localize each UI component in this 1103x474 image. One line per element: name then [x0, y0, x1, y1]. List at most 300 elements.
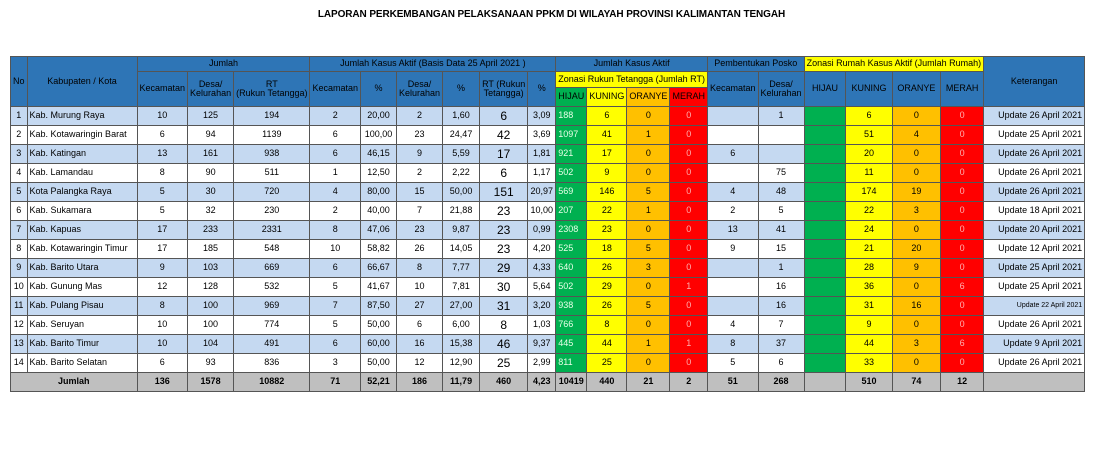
total-ka-desa: 186 — [397, 373, 443, 392]
row-posko-desa: 6 — [758, 354, 804, 373]
row-rumah-kuning: 36 — [846, 278, 892, 297]
table-total — [11, 373, 1085, 392]
row-rt: 1139 — [234, 126, 310, 145]
row-zona-oranye: 0 — [627, 107, 670, 126]
row-ka-kecamatan-pct: 58,82 — [361, 240, 397, 259]
row-ka-rt: 23 — [480, 221, 528, 240]
row-ka-desa-pct: 21,88 — [443, 202, 480, 221]
row-ka-kecamatan: 6 — [310, 145, 361, 164]
row-ka-rt-pct: 9,37 — [528, 335, 556, 354]
row-ka-desa: 12 — [397, 354, 443, 373]
row-kabupaten: Kab. Murung Raya — [27, 107, 137, 126]
header-rt-merah: MERAH — [670, 88, 708, 107]
total-posko-kecamatan: 51 — [708, 373, 759, 392]
row-ka-rt-pct: 2,99 — [528, 354, 556, 373]
total-ka-rt: 460 — [480, 373, 528, 392]
row-posko-desa: 41 — [758, 221, 804, 240]
row-ka-kecamatan-pct: 60,00 — [361, 335, 397, 354]
row-ka-kecamatan: 3 — [310, 354, 361, 373]
row-ka-desa: 15 — [397, 183, 443, 202]
header-rumah-oranye: ORANYE — [892, 72, 941, 107]
row-rumah-hijau — [804, 354, 846, 373]
row-ka-rt: 23 — [480, 202, 528, 221]
row-ka-desa: 2 — [397, 107, 443, 126]
total-rumah-hijau — [804, 373, 846, 392]
row-zona-merah: 1 — [670, 335, 708, 354]
row-kecamatan: 10 — [137, 335, 188, 354]
row-rumah-hijau — [804, 164, 846, 183]
row-ka-desa: 10 — [397, 278, 443, 297]
row-no: 8 — [11, 240, 28, 259]
row-posko-desa: 5 — [758, 202, 804, 221]
total-keterangan — [984, 373, 1085, 392]
header-rt-kuning: KUNING — [587, 88, 627, 107]
row-ka-desa-pct: 7,77 — [443, 259, 480, 278]
row-zona-oranye: 3 — [627, 259, 670, 278]
total-row — [11, 373, 1085, 392]
row-zona-hijau: 921 — [556, 145, 587, 164]
table-row — [11, 259, 1085, 278]
row-zona-hijau: 938 — [556, 297, 587, 316]
row-keterangan: Update 26 April 2021 — [984, 164, 1085, 183]
row-rumah-kuning: 44 — [846, 335, 892, 354]
row-zona-oranye: 5 — [627, 240, 670, 259]
row-posko-desa: 1 — [758, 107, 804, 126]
row-zona-oranye: 1 — [627, 126, 670, 145]
row-zona-kuning: 9 — [587, 164, 627, 183]
row-posko-kecamatan: 6 — [708, 145, 759, 164]
row-no: 11 — [11, 297, 28, 316]
row-ka-kecamatan: 6 — [310, 259, 361, 278]
row-posko-kecamatan: 4 — [708, 316, 759, 335]
row-ka-desa-pct: 27,00 — [443, 297, 480, 316]
row-rumah-merah: 0 — [941, 354, 984, 373]
row-ka-rt: 29 — [480, 259, 528, 278]
row-rumah-kuning: 174 — [846, 183, 892, 202]
header-rumah-kuning: KUNING — [846, 72, 892, 107]
row-ka-kecamatan-pct: 66,67 — [361, 259, 397, 278]
row-zona-kuning: 17 — [587, 145, 627, 164]
row-zona-hijau: 569 — [556, 183, 587, 202]
row-zona-oranye: 5 — [627, 297, 670, 316]
table-row — [11, 316, 1085, 335]
row-zona-oranye: 0 — [627, 316, 670, 335]
row-ka-kecamatan: 1 — [310, 164, 361, 183]
row-zona-merah: 0 — [670, 107, 708, 126]
table-row — [11, 297, 1085, 316]
row-ka-kecamatan-pct: 20,00 — [361, 107, 397, 126]
total-posko-desa: 268 — [758, 373, 804, 392]
table-row — [11, 107, 1085, 126]
row-kabupaten: Kota Palangka Raya — [27, 183, 137, 202]
row-no: 14 — [11, 354, 28, 373]
header-rt-oranye: ORANYE — [627, 88, 670, 107]
row-ka-desa: 26 — [397, 240, 443, 259]
row-rumah-hijau — [804, 202, 846, 221]
row-ka-desa: 8 — [397, 259, 443, 278]
row-ka-desa-pct: 50,00 — [443, 183, 480, 202]
row-keterangan: Update 26 April 2021 — [984, 316, 1085, 335]
row-zona-kuning: 26 — [587, 259, 627, 278]
row-ka-kecamatan-pct: 87,50 — [361, 297, 397, 316]
row-zona-hijau: 1097 — [556, 126, 587, 145]
row-ka-rt: 23 — [480, 240, 528, 259]
row-posko-kecamatan: 13 — [708, 221, 759, 240]
table-row — [11, 335, 1085, 354]
row-keterangan: Update 25 April 2021 — [984, 278, 1085, 297]
row-zona-kuning: 146 — [587, 183, 627, 202]
row-keterangan: Update 18 April 2021 — [984, 202, 1085, 221]
row-no: 1 — [11, 107, 28, 126]
row-ka-kecamatan-pct: 47,06 — [361, 221, 397, 240]
row-ka-kecamatan: 2 — [310, 107, 361, 126]
row-rumah-oranye: 3 — [892, 335, 941, 354]
row-kabupaten: Kab. Kapuas — [27, 221, 137, 240]
row-rt: 774 — [234, 316, 310, 335]
row-rumah-merah: 0 — [941, 145, 984, 164]
row-ka-desa-pct: 24,47 — [443, 126, 480, 145]
row-zona-merah: 0 — [670, 316, 708, 335]
row-no: 10 — [11, 278, 28, 297]
row-kecamatan: 17 — [137, 240, 188, 259]
row-posko-desa: 16 — [758, 278, 804, 297]
row-zona-oranye: 0 — [627, 221, 670, 240]
row-rumah-hijau — [804, 259, 846, 278]
row-rumah-hijau — [804, 221, 846, 240]
row-rt: 669 — [234, 259, 310, 278]
row-rumah-oranye: 0 — [892, 221, 941, 240]
row-zona-kuning: 44 — [587, 335, 627, 354]
row-rumah-oranye: 0 — [892, 164, 941, 183]
row-ka-desa-pct: 7,81 — [443, 278, 480, 297]
row-kabupaten: Kab. Barito Selatan — [27, 354, 137, 373]
row-kabupaten: Kab. Seruyan — [27, 316, 137, 335]
row-zona-hijau: 188 — [556, 107, 587, 126]
table-row — [11, 126, 1085, 145]
row-rumah-oranye: 19 — [892, 183, 941, 202]
row-rumah-kuning: 22 — [846, 202, 892, 221]
row-rumah-oranye: 3 — [892, 202, 941, 221]
row-no: 2 — [11, 126, 28, 145]
row-zona-kuning: 29 — [587, 278, 627, 297]
row-rumah-kuning: 51 — [846, 126, 892, 145]
row-zona-merah: 0 — [670, 297, 708, 316]
row-kecamatan: 17 — [137, 221, 188, 240]
row-ka-rt-pct: 3,20 — [528, 297, 556, 316]
row-kabupaten: Kab. Barito Timur — [27, 335, 137, 354]
row-keterangan: Update 26 April 2021 — [984, 183, 1085, 202]
row-rumah-merah: 0 — [941, 183, 984, 202]
row-zona-merah: 0 — [670, 221, 708, 240]
row-kabupaten: Kab. Kotawaringin Timur — [27, 240, 137, 259]
row-rumah-merah: 0 — [941, 297, 984, 316]
row-ka-rt: 8 — [480, 316, 528, 335]
row-desa: 93 — [188, 354, 234, 373]
row-ka-kecamatan-pct: 50,00 — [361, 354, 397, 373]
row-posko-desa: 1 — [758, 259, 804, 278]
row-ka-rt-pct: 20,97 — [528, 183, 556, 202]
header-posko-kecamatan: Kecamatan — [708, 72, 759, 107]
header-ka-rt-pct: % — [528, 72, 556, 107]
row-rt: 491 — [234, 335, 310, 354]
header-ka-desa-pct: % — [443, 72, 480, 107]
row-desa: 100 — [188, 297, 234, 316]
row-rumah-merah: 0 — [941, 202, 984, 221]
row-zona-oranye: 1 — [627, 202, 670, 221]
header-rt: RT (Rukun Tetangga) — [234, 72, 310, 107]
row-ka-desa: 23 — [397, 126, 443, 145]
row-no: 9 — [11, 259, 28, 278]
row-ka-kecamatan-pct: 40,00 — [361, 202, 397, 221]
row-ka-desa-pct: 5,59 — [443, 145, 480, 164]
row-zona-hijau: 502 — [556, 278, 587, 297]
row-zona-kuning: 41 — [587, 126, 627, 145]
table-row — [11, 145, 1085, 164]
ppkm-report-table — [10, 56, 1085, 392]
row-zona-kuning: 22 — [587, 202, 627, 221]
row-desa: 161 — [188, 145, 234, 164]
header-zonasi-rt: Zonasi Rukun Tetangga (Jumlah RT) — [556, 72, 708, 88]
row-ka-rt-pct: 4,20 — [528, 240, 556, 259]
total-zona-oranye: 21 — [627, 373, 670, 392]
header-keterangan: Keterangan — [984, 57, 1085, 107]
row-ka-rt-pct: 5,64 — [528, 278, 556, 297]
row-ka-rt-pct: 10,00 — [528, 202, 556, 221]
row-rumah-kuning: 9 — [846, 316, 892, 335]
row-kecamatan: 9 — [137, 259, 188, 278]
row-ka-desa: 6 — [397, 316, 443, 335]
total-ka-rt-pct: 4,23 — [528, 373, 556, 392]
row-rt: 938 — [234, 145, 310, 164]
row-no: 12 — [11, 316, 28, 335]
row-ka-kecamatan: 5 — [310, 278, 361, 297]
row-keterangan: Update 22 April 2021 — [984, 297, 1085, 316]
row-desa: 125 — [188, 107, 234, 126]
row-ka-desa: 16 — [397, 335, 443, 354]
row-ka-desa: 23 — [397, 221, 443, 240]
row-posko-kecamatan — [708, 278, 759, 297]
row-zona-merah: 0 — [670, 202, 708, 221]
row-kecamatan: 8 — [137, 297, 188, 316]
row-rumah-hijau — [804, 126, 846, 145]
row-rumah-oranye: 20 — [892, 240, 941, 259]
row-posko-kecamatan: 9 — [708, 240, 759, 259]
table-row — [11, 202, 1085, 221]
header-posko-desa: Desa/ Kelurahan — [758, 72, 804, 107]
row-ka-kecamatan-pct: 46,15 — [361, 145, 397, 164]
row-rumah-oranye: 9 — [892, 259, 941, 278]
header-zonasi-rumah: Zonasi Rumah Kasus Aktif (Jumlah Rumah) — [804, 57, 984, 72]
row-kecamatan: 5 — [137, 183, 188, 202]
header-ka-desa: Desa/ Kelurahan — [397, 72, 443, 107]
row-ka-desa: 27 — [397, 297, 443, 316]
row-rumah-kuning: 31 — [846, 297, 892, 316]
row-rumah-kuning: 11 — [846, 164, 892, 183]
row-kecamatan: 6 — [137, 126, 188, 145]
row-ka-desa-pct: 6,00 — [443, 316, 480, 335]
total-rumah-merah: 12 — [941, 373, 984, 392]
row-rumah-hijau — [804, 107, 846, 126]
row-ka-rt: 6 — [480, 164, 528, 183]
row-ka-rt: 25 — [480, 354, 528, 373]
row-zona-oranye: 5 — [627, 183, 670, 202]
row-desa: 233 — [188, 221, 234, 240]
row-ka-desa: 2 — [397, 164, 443, 183]
row-ka-rt-pct: 1,81 — [528, 145, 556, 164]
row-posko-kecamatan: 5 — [708, 354, 759, 373]
row-ka-rt-pct: 4,33 — [528, 259, 556, 278]
row-rumah-hijau — [804, 335, 846, 354]
row-kabupaten: Kab. Pulang Pisau — [27, 297, 137, 316]
row-ka-rt-pct: 0,99 — [528, 221, 556, 240]
row-rt: 969 — [234, 297, 310, 316]
row-rumah-oranye: 16 — [892, 297, 941, 316]
row-ka-kecamatan: 5 — [310, 316, 361, 335]
row-ka-rt: 17 — [480, 145, 528, 164]
row-zona-merah: 0 — [670, 145, 708, 164]
row-rumah-oranye: 0 — [892, 145, 941, 164]
row-rt: 720 — [234, 183, 310, 202]
header-pembentukan-posko: Pembentukan Posko — [708, 57, 805, 72]
row-zona-merah: 1 — [670, 278, 708, 297]
row-zona-oranye: 0 — [627, 278, 670, 297]
row-ka-rt: 151 — [480, 183, 528, 202]
row-desa: 128 — [188, 278, 234, 297]
row-keterangan: Update 26 April 2021 — [984, 145, 1085, 164]
row-zona-kuning: 18 — [587, 240, 627, 259]
row-zona-oranye: 0 — [627, 145, 670, 164]
row-zona-merah: 0 — [670, 183, 708, 202]
row-kecamatan: 5 — [137, 202, 188, 221]
row-zona-kuning: 23 — [587, 221, 627, 240]
row-rt: 511 — [234, 164, 310, 183]
total-desa: 1578 — [188, 373, 234, 392]
row-rumah-merah: 0 — [941, 126, 984, 145]
row-keterangan: Update 25 April 2021 — [984, 259, 1085, 278]
row-posko-kecamatan — [708, 259, 759, 278]
table-row — [11, 354, 1085, 373]
header-no: No — [11, 57, 28, 107]
row-ka-kecamatan: 6 — [310, 335, 361, 354]
report-title: LAPORAN PERKEMBANGAN PELAKSANAAN PPKM DI WILAYAH PROVINSI KALIMANTAN TENGAH — [317, 9, 786, 20]
row-ka-desa: 7 — [397, 202, 443, 221]
row-desa: 100 — [188, 316, 234, 335]
row-rumah-hijau — [804, 183, 846, 202]
row-zona-kuning: 6 — [587, 107, 627, 126]
row-rumah-hijau — [804, 316, 846, 335]
header-ka-rt: RT (Rukun Tetangga) — [480, 72, 528, 107]
row-zona-kuning: 25 — [587, 354, 627, 373]
row-rumah-merah: 0 — [941, 316, 984, 335]
row-zona-kuning: 8 — [587, 316, 627, 335]
row-zona-kuning: 26 — [587, 297, 627, 316]
row-keterangan: Update 12 April 2021 — [984, 240, 1085, 259]
total-label: Jumlah — [11, 373, 138, 392]
row-rumah-oranye: 0 — [892, 107, 941, 126]
row-rumah-kuning: 33 — [846, 354, 892, 373]
row-rumah-hijau — [804, 297, 846, 316]
row-posko-desa — [758, 145, 804, 164]
row-ka-desa-pct: 9,87 — [443, 221, 480, 240]
row-no: 7 — [11, 221, 28, 240]
row-ka-desa-pct: 14,05 — [443, 240, 480, 259]
header-kecamatan: Kecamatan — [137, 72, 188, 107]
row-zona-merah: 0 — [670, 354, 708, 373]
row-zona-hijau: 502 — [556, 164, 587, 183]
row-ka-rt-pct: 1,03 — [528, 316, 556, 335]
row-rumah-merah: 0 — [941, 164, 984, 183]
row-posko-desa: 16 — [758, 297, 804, 316]
row-rumah-oranye: 4 — [892, 126, 941, 145]
row-rumah-oranye: 0 — [892, 278, 941, 297]
row-rt: 532 — [234, 278, 310, 297]
row-zona-oranye: 1 — [627, 335, 670, 354]
row-ka-kecamatan-pct: 12,50 — [361, 164, 397, 183]
row-posko-kecamatan — [708, 107, 759, 126]
row-keterangan: Update 26 April 2021 — [984, 107, 1085, 126]
row-rt: 2331 — [234, 221, 310, 240]
row-ka-desa-pct: 2,22 — [443, 164, 480, 183]
row-ka-rt-pct: 3,69 — [528, 126, 556, 145]
table-row — [11, 278, 1085, 297]
row-zona-hijau: 766 — [556, 316, 587, 335]
row-ka-rt: 31 — [480, 297, 528, 316]
row-rumah-kuning: 24 — [846, 221, 892, 240]
row-posko-kecamatan — [708, 126, 759, 145]
total-zona-merah: 2 — [670, 373, 708, 392]
row-ka-kecamatan-pct: 41,67 — [361, 278, 397, 297]
row-ka-desa: 9 — [397, 145, 443, 164]
row-ka-rt: 30 — [480, 278, 528, 297]
row-ka-kecamatan: 10 — [310, 240, 361, 259]
row-no: 3 — [11, 145, 28, 164]
row-rumah-kuning: 21 — [846, 240, 892, 259]
row-ka-desa-pct: 12,90 — [443, 354, 480, 373]
row-no: 6 — [11, 202, 28, 221]
row-rumah-oranye: 0 — [892, 316, 941, 335]
row-ka-rt: 46 — [480, 335, 528, 354]
row-desa: 185 — [188, 240, 234, 259]
row-desa: 94 — [188, 126, 234, 145]
row-desa: 103 — [188, 259, 234, 278]
row-posko-desa: 75 — [758, 164, 804, 183]
row-ka-kecamatan-pct: 80,00 — [361, 183, 397, 202]
row-posko-desa: 37 — [758, 335, 804, 354]
row-rumah-kuning: 28 — [846, 259, 892, 278]
total-ka-kecamatan-pct: 52,21 — [361, 373, 397, 392]
row-ka-kecamatan: 7 — [310, 297, 361, 316]
row-rumah-merah: 0 — [941, 240, 984, 259]
header-rumah-hijau: HIJAU — [804, 72, 846, 107]
row-rt: 548 — [234, 240, 310, 259]
table-row — [11, 164, 1085, 183]
header-jumlah: Jumlah — [137, 57, 310, 72]
row-zona-merah: 0 — [670, 240, 708, 259]
row-kabupaten: Kab. Kotawaringin Barat — [27, 126, 137, 145]
row-rumah-hijau — [804, 145, 846, 164]
row-rumah-kuning: 6 — [846, 107, 892, 126]
row-zona-hijau: 445 — [556, 335, 587, 354]
row-kabupaten: Kab. Katingan — [27, 145, 137, 164]
row-rumah-merah: 0 — [941, 107, 984, 126]
header-jumlah-kasus-aktif: Jumlah Kasus Aktif — [556, 57, 708, 72]
row-posko-desa: 15 — [758, 240, 804, 259]
table-row — [11, 240, 1085, 259]
table-row — [11, 183, 1085, 202]
row-keterangan: Update 25 April 2021 — [984, 126, 1085, 145]
row-ka-kecamatan: 4 — [310, 183, 361, 202]
header-rt-hijau: HIJAU — [556, 88, 587, 107]
